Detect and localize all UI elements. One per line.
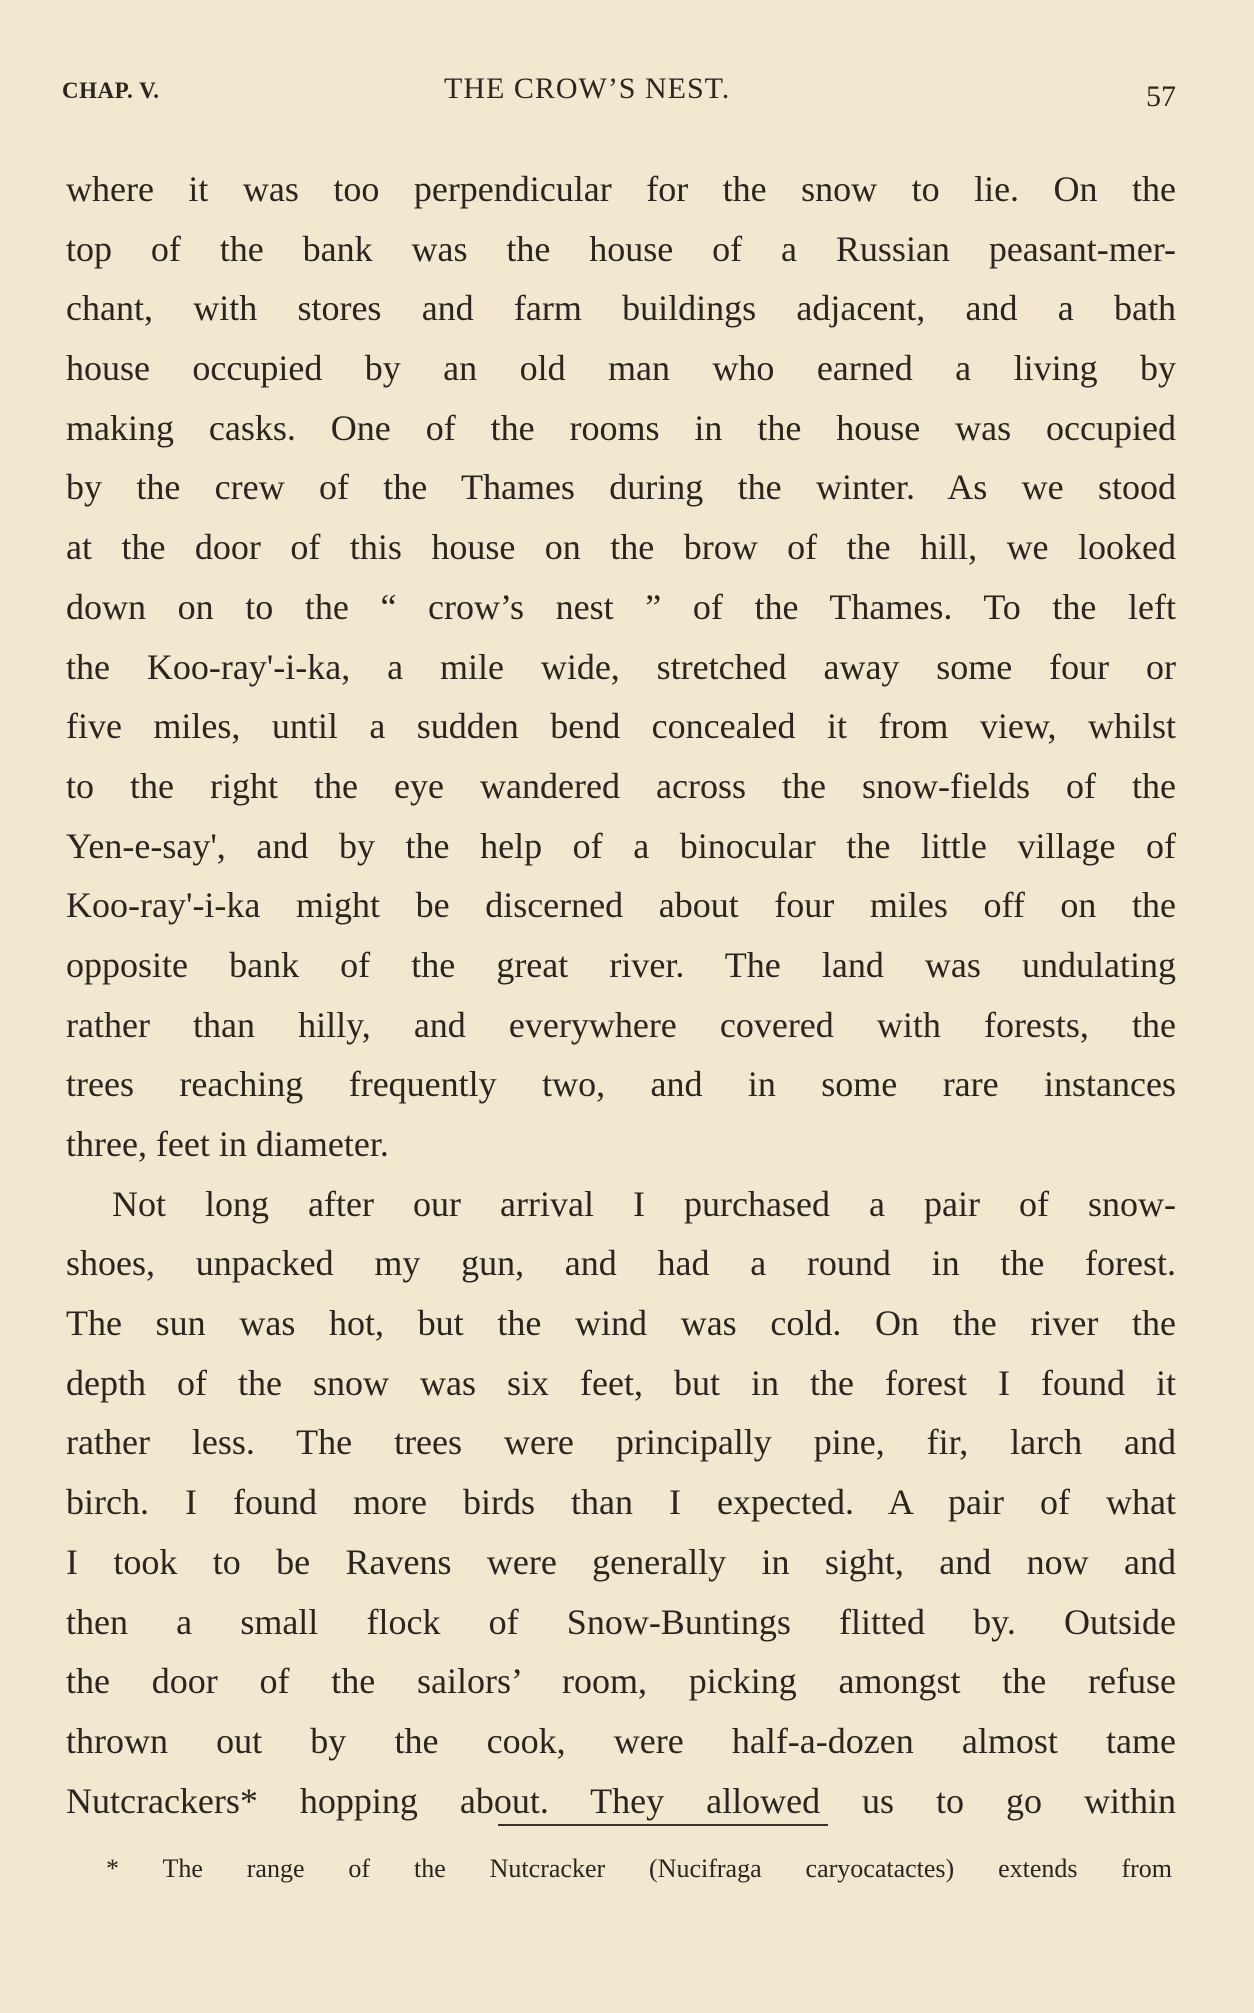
footnote-divider <box>498 1824 828 1826</box>
text-line: Koo-ray'-i-ka might be discerned about four miles off on the <box>66 885 1176 926</box>
text-line: birch. I found more birds than I expected. A pair of what <box>66 1482 1176 1523</box>
paragraph-start-line: Not long after our arrival I purchased a pair of snow- <box>112 1183 1176 1224</box>
text-line: trees reaching frequently two, and in some rare instances <box>66 1064 1176 1105</box>
text-line: opposite bank of the great river. The land was undulating <box>66 944 1176 985</box>
text-line: rather than hilly, and everywhere covered with forests, the <box>66 1004 1176 1045</box>
text-line: rather less. The trees were principally pine, fir, larch and <box>66 1422 1176 1463</box>
running-head <box>62 72 1176 112</box>
text-line: thrown out by the cook, were half-a-dozen almost tame <box>66 1720 1176 1761</box>
text-line: I took to be Ravens were generally in sight, and now and <box>66 1541 1176 1582</box>
text-line: down on to the “ crow’s nest ” of the Thames. To the left <box>66 586 1176 627</box>
chapter-label: CHAP. V. <box>62 78 160 103</box>
running-title: THE CROW’S NEST. <box>444 72 731 105</box>
text-line: where it was too perpendicular for the snow to lie. On the <box>66 169 1176 209</box>
text-line: depth of the snow was six feet, but in the forest I found it <box>66 1362 1176 1403</box>
text-line: shoes, unpacked my gun, and had a round in the forest. <box>66 1243 1176 1284</box>
body-text <box>66 160 1176 1831</box>
text-line: then a small flock of Snow-Buntings flitted by. Outside <box>66 1601 1176 1642</box>
text-line: making casks. One of the rooms in the house was occupied <box>66 407 1176 448</box>
text-line: top of the bank was the house of a Russian peasant-mer- <box>66 228 1176 269</box>
text-line: Yen-e-say', and by the help of a binocular the little village of <box>66 825 1176 866</box>
text-line: Nutcrackers* hopping about. They allowed us to go within <box>66 1780 1176 1821</box>
text-line: by the crew of the Thames during the winter. As we stood <box>66 467 1176 508</box>
text-line: five miles, until a sudden bend concealed it from view, whilst <box>66 706 1176 747</box>
page-number: 57 <box>1146 80 1176 113</box>
text-line: to the right the eye wandered across the snow-fields of the <box>66 765 1176 806</box>
text-line: the door of the sailors’ room, picking amongst the refuse <box>66 1661 1176 1702</box>
text-line: chant, with stores and farm buildings adjacent, and a bath <box>66 288 1176 329</box>
paragraph-end-line: three, feet in diameter. <box>66 1124 389 1164</box>
footnote: * The range of the Nutcracker (Nucifraga caryocatactes) extends from <box>106 1854 1172 1883</box>
text-line: house occupied by an old man who earned a living by <box>66 348 1176 389</box>
text-line: at the door of this house on the brow of the hill, we looked <box>66 527 1176 568</box>
text-line: the Koo-ray'-i-ka, a mile wide, stretched away some four or <box>66 646 1176 687</box>
text-line: The sun was hot, but the wind was cold. On the river the <box>66 1303 1176 1344</box>
